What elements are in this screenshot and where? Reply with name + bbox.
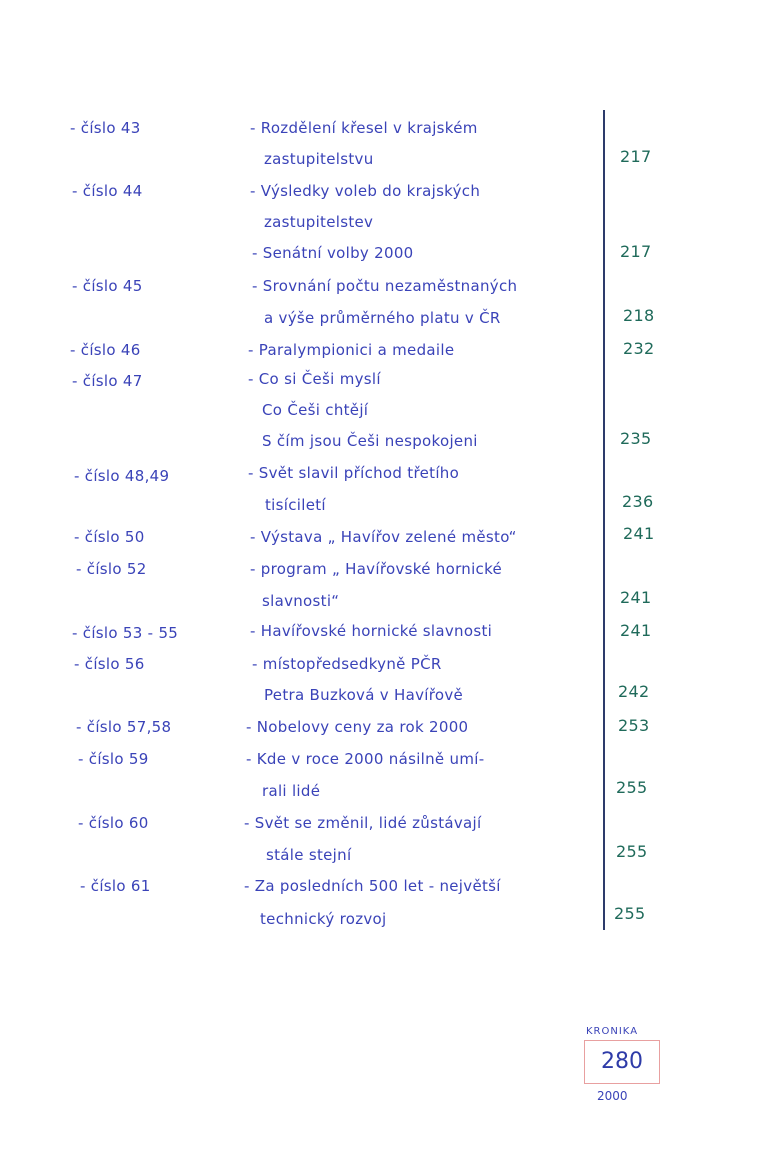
entry-title-line: slavnosti“ [262, 592, 340, 610]
entry-title-line: zastupitelstev [264, 213, 374, 231]
entry-title-line: a výše průměrného platu v ČR [264, 309, 501, 327]
column-divider [603, 110, 605, 930]
entry-title-line: tisíciletí [265, 496, 326, 514]
entry-title-line: - místopředsedkyně PČR [252, 655, 442, 673]
page-reference: 236 [622, 492, 654, 511]
issue-number: - číslo 60 [78, 814, 149, 832]
issue-number: - číslo 56 [74, 655, 145, 673]
entry-title-line: Co Češi chtějí [262, 401, 369, 419]
page-reference: 253 [618, 716, 650, 735]
entry-title-line: stále stejní [266, 846, 352, 864]
entry-title-line: - Nobelovy ceny za rok 2000 [246, 718, 469, 736]
entry-title-line: rali lidé [262, 782, 321, 800]
page-reference: 255 [614, 904, 646, 923]
issue-number: - číslo 43 [70, 119, 141, 137]
entry-title-line: Petra Buzková v Havířově [264, 686, 464, 704]
issue-number: - číslo 50 [74, 528, 145, 546]
page-reference: 255 [616, 778, 648, 797]
entry-title-line: - program „ Havířovské hornické [250, 560, 503, 578]
page-reference: 241 [620, 621, 652, 640]
issue-number: - číslo 57,58 [76, 718, 172, 736]
issue-number: - číslo 48,49 [74, 467, 170, 485]
page-number: 280 [601, 1049, 643, 1074]
issue-number: - číslo 53 - 55 [72, 624, 179, 642]
issue-number: - číslo 59 [78, 750, 149, 768]
entry-title-line: - Svět se změnil, lidé zůstávají [244, 814, 482, 832]
entry-title-line: - Výsledky voleb do krajských [250, 182, 481, 200]
entry-title-line: technický rozvoj [260, 910, 387, 928]
page-reference: 235 [620, 429, 652, 448]
entry-title-line: - Senátní volby 2000 [252, 244, 414, 262]
entry-title-line: - Srovnání počtu nezaměstnaných [252, 277, 518, 295]
page-number-stamp [584, 1040, 660, 1084]
entry-title-line: - Výstava „ Havířov zelené město“ [250, 528, 517, 546]
page-reference: 232 [623, 339, 655, 358]
entry-title-line: - Kde v roce 2000 násilně umí- [246, 750, 485, 768]
entry-title-line: - Svět slavil příchod třetího [248, 464, 460, 482]
entry-title-line: - Havířovské hornické slavnosti [250, 622, 493, 640]
page-reference: 217 [620, 242, 652, 261]
issue-number: - číslo 61 [80, 877, 151, 895]
entry-title-line: - Paralympionici a medaile [248, 341, 455, 359]
issue-number: - číslo 44 [72, 182, 143, 200]
entry-title-line: - Za posledních 500 let - největší [244, 877, 501, 895]
entry-title-line: S čím jsou Češi nespokojeni [262, 432, 478, 450]
issue-number: - číslo 46 [70, 341, 141, 359]
stamp-year: 2000 [597, 1089, 628, 1103]
entry-title-line: zastupitelstvu [264, 150, 374, 168]
page-reference: 242 [618, 682, 650, 701]
stamp-label: KRONIKA [586, 1026, 639, 1037]
issue-number: - číslo 45 [72, 277, 143, 295]
entry-title-line: - Co si Češi myslí [248, 370, 381, 388]
page-reference: 218 [623, 306, 655, 325]
page-reference: 241 [620, 588, 652, 607]
entry-title-line: - Rozdělení křesel v krajském [250, 119, 478, 137]
page-reference: 217 [620, 147, 652, 166]
issue-number: - číslo 52 [76, 560, 147, 578]
page-reference: 241 [623, 524, 655, 543]
issue-number: - číslo 47 [72, 372, 143, 390]
page-reference: 255 [616, 842, 648, 861]
